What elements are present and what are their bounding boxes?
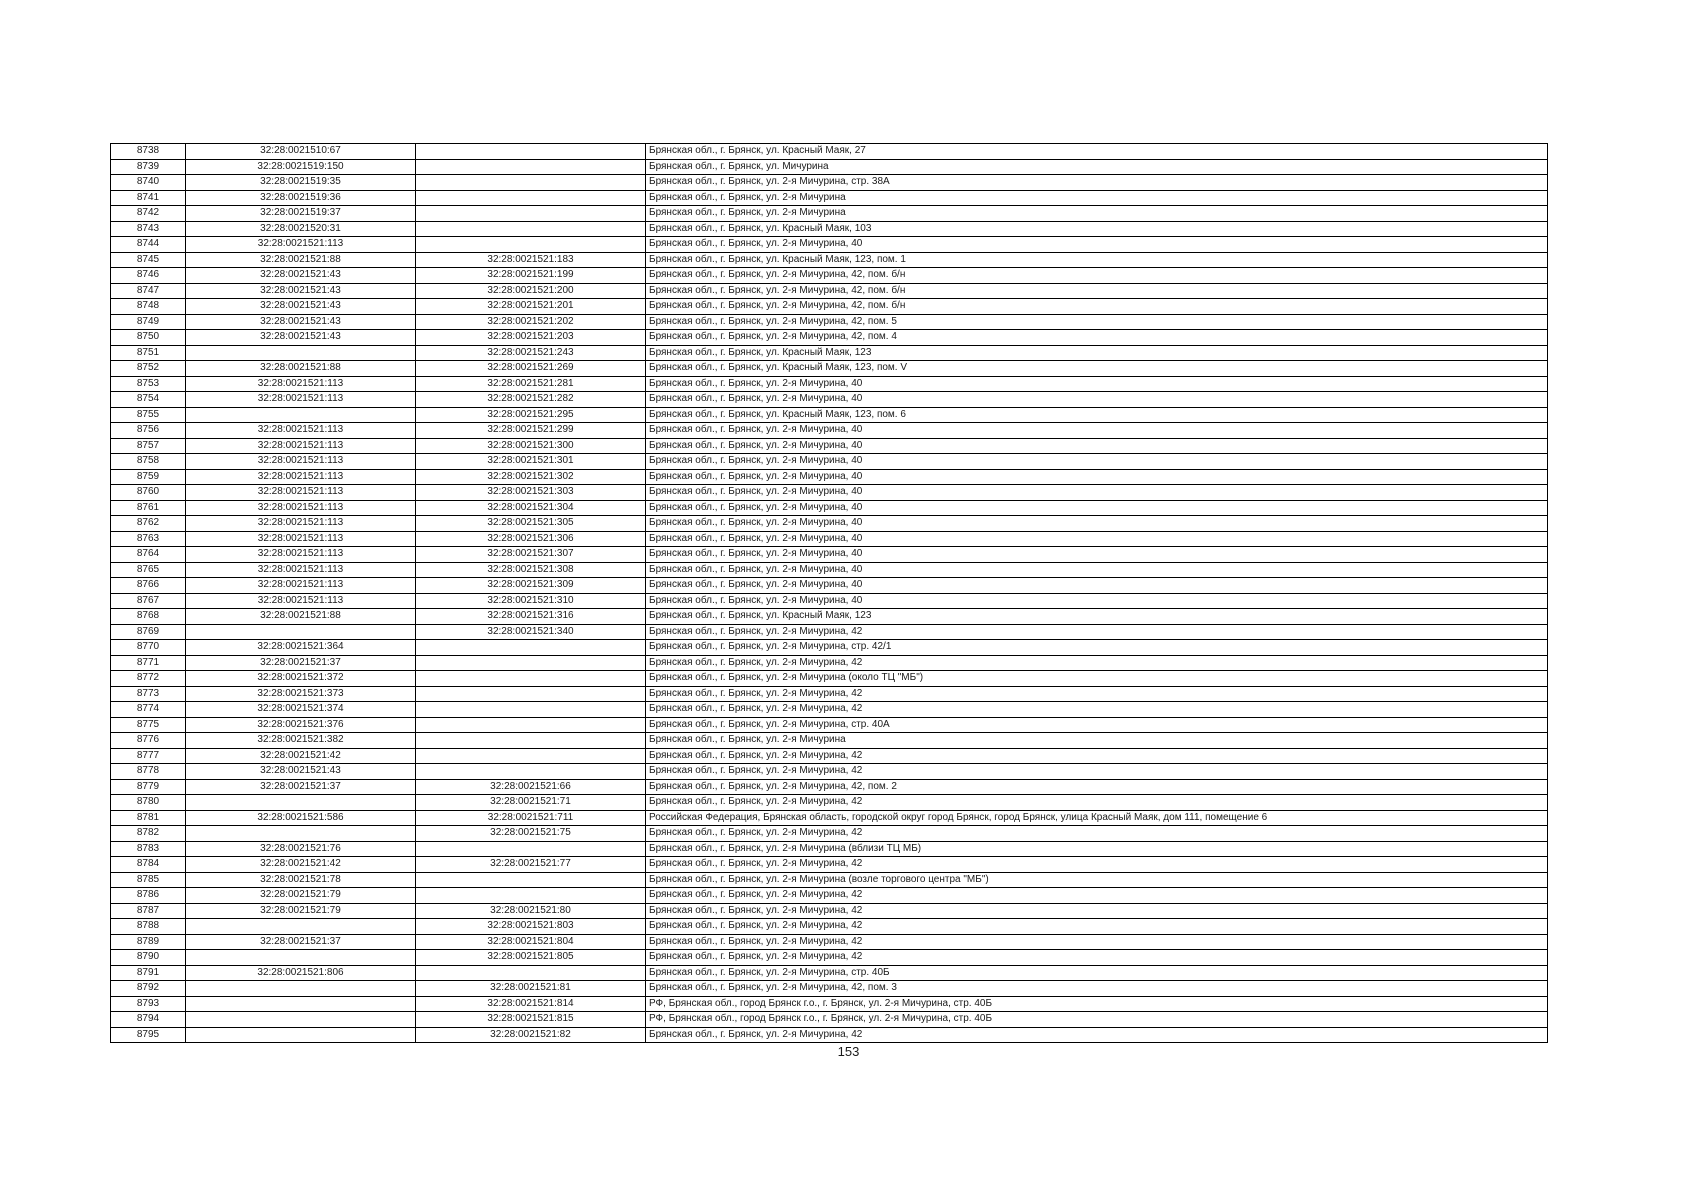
linked-cadastral-number-cell: 32:28:0021521:815 <box>416 1012 646 1028</box>
row-number-cell: 8754 <box>111 392 186 408</box>
table-row <box>111 748 1548 764</box>
linked-cadastral-number-cell <box>416 237 646 253</box>
linked-cadastral-number-cell: 32:28:0021521:200 <box>416 283 646 299</box>
linked-cadastral-number-cell: 32:28:0021521:307 <box>416 547 646 563</box>
address-cell: Брянская обл., г. Брянск, ул. 2-я Мичурина, стр. 40Б <box>646 965 1548 981</box>
linked-cadastral-number-cell: 32:28:0021521:281 <box>416 376 646 392</box>
address-cell: Брянская обл., г. Брянск, ул. 2-я Мичурина, 42 <box>646 857 1548 873</box>
linked-cadastral-number-cell <box>416 144 646 160</box>
cadastral-number-cell: 32:28:0021521:79 <box>186 903 416 919</box>
address-cell: Брянская обл., г. Брянск, ул. Красный Маяк, 27 <box>646 144 1548 160</box>
row-number-cell: 8748 <box>111 299 186 315</box>
row-number-cell: 8795 <box>111 1027 186 1043</box>
address-cell: Брянская обл., г. Брянск, ул. 2-я Мичурина, 42 <box>646 655 1548 671</box>
row-number-cell: 8769 <box>111 624 186 640</box>
row-number-cell: 8740 <box>111 175 186 191</box>
cadastral-number-cell: 32:28:0021519:36 <box>186 190 416 206</box>
row-number-cell: 8747 <box>111 283 186 299</box>
cadastral-number-cell: 32:28:0021521:113 <box>186 237 416 253</box>
table-row <box>111 593 1548 609</box>
cadastral-number-cell: 32:28:0021521:43 <box>186 268 416 284</box>
linked-cadastral-number-cell: 32:28:0021521:305 <box>416 516 646 532</box>
row-number-cell: 8759 <box>111 469 186 485</box>
table-row <box>111 438 1548 454</box>
linked-cadastral-number-cell <box>416 888 646 904</box>
linked-cadastral-number-cell <box>416 221 646 237</box>
row-number-cell: 8767 <box>111 593 186 609</box>
table-row <box>111 717 1548 733</box>
table-row <box>111 702 1548 718</box>
registry-table-body <box>111 144 1548 1043</box>
address-cell: Брянская обл., г. Брянск, ул. 2-я Мичурина, 40 <box>646 454 1548 470</box>
row-number-cell: 8783 <box>111 841 186 857</box>
row-number-cell: 8785 <box>111 872 186 888</box>
row-number-cell: 8768 <box>111 609 186 625</box>
address-cell: Брянская обл., г. Брянск, ул. 2-я Мичурина, 42, пом. б/н <box>646 299 1548 315</box>
linked-cadastral-number-cell: 32:28:0021521:309 <box>416 578 646 594</box>
cadastral-number-cell: 32:28:0021521:113 <box>186 562 416 578</box>
cadastral-number-cell: 32:28:0021521:42 <box>186 857 416 873</box>
linked-cadastral-number-cell: 32:28:0021521:316 <box>416 609 646 625</box>
address-cell: Брянская обл., г. Брянск, ул. 2-я Мичурина, 42 <box>646 795 1548 811</box>
table-row <box>111 516 1548 532</box>
cadastral-number-cell: 32:28:0021521:113 <box>186 376 416 392</box>
linked-cadastral-number-cell <box>416 655 646 671</box>
table-row <box>111 159 1548 175</box>
row-number-cell: 8773 <box>111 686 186 702</box>
linked-cadastral-number-cell: 32:28:0021521:269 <box>416 361 646 377</box>
cadastral-number-cell: 32:28:0021521:43 <box>186 283 416 299</box>
table-row <box>111 655 1548 671</box>
cadastral-number-cell <box>186 996 416 1012</box>
table-row <box>111 841 1548 857</box>
row-number-cell: 8789 <box>111 934 186 950</box>
linked-cadastral-number-cell: 32:28:0021521:80 <box>416 903 646 919</box>
row-number-cell: 8751 <box>111 345 186 361</box>
address-cell: Брянская обл., г. Брянск, ул. 2-я Мичурина, 42, пом. 2 <box>646 779 1548 795</box>
table-row <box>111 144 1548 160</box>
address-cell: Брянская обл., г. Брянск, ул. 2-я Мичурина, 40 <box>646 562 1548 578</box>
table-row <box>111 531 1548 547</box>
address-cell: Брянская обл., г. Брянск, ул. 2-я Мичурина, 42 <box>646 764 1548 780</box>
address-cell: Брянская обл., г. Брянск, ул. 2-я Мичурина, стр. 38А <box>646 175 1548 191</box>
row-number-cell: 8788 <box>111 919 186 935</box>
table-row <box>111 283 1548 299</box>
address-cell: Брянская обл., г. Брянск, ул. 2-я Мичурина (около ТЦ "МБ") <box>646 671 1548 687</box>
cadastral-number-cell: 32:28:0021519:35 <box>186 175 416 191</box>
linked-cadastral-number-cell: 32:28:0021521:295 <box>416 407 646 423</box>
cadastral-number-cell: 32:28:0021521:373 <box>186 686 416 702</box>
linked-cadastral-number-cell <box>416 748 646 764</box>
table-row <box>111 330 1548 346</box>
cadastral-number-cell: 32:28:0021521:113 <box>186 392 416 408</box>
table-row <box>111 826 1548 842</box>
linked-cadastral-number-cell: 32:28:0021521:711 <box>416 810 646 826</box>
cadastral-number-cell: 32:28:0021521:113 <box>186 516 416 532</box>
cadastral-number-cell <box>186 345 416 361</box>
linked-cadastral-number-cell: 32:28:0021521:302 <box>416 469 646 485</box>
address-cell: Брянская обл., г. Брянск, ул. 2-я Мичурина, 40 <box>646 593 1548 609</box>
address-cell: Брянская обл., г. Брянск, ул. 2-я Мичурина, 40 <box>646 531 1548 547</box>
linked-cadastral-number-cell: 32:28:0021521:300 <box>416 438 646 454</box>
cadastral-number-cell: 32:28:0021521:78 <box>186 872 416 888</box>
address-cell: Брянская обл., г. Брянск, ул. 2-я Мичурина, 42, пом. 5 <box>646 314 1548 330</box>
cadastral-number-cell: 32:28:0021521:113 <box>186 531 416 547</box>
row-number-cell: 8784 <box>111 857 186 873</box>
row-number-cell: 8786 <box>111 888 186 904</box>
linked-cadastral-number-cell <box>416 640 646 656</box>
address-cell: Брянская обл., г. Брянск, ул. 2-я Мичурина, 40 <box>646 485 1548 501</box>
address-cell: Брянская обл., г. Брянск, ул. 2-я Мичурина, 42 <box>646 934 1548 950</box>
linked-cadastral-number-cell <box>416 206 646 222</box>
cadastral-number-cell <box>186 981 416 997</box>
table-row <box>111 1027 1548 1043</box>
table-row <box>111 190 1548 206</box>
linked-cadastral-number-cell <box>416 872 646 888</box>
linked-cadastral-number-cell: 32:28:0021521:201 <box>416 299 646 315</box>
linked-cadastral-number-cell <box>416 159 646 175</box>
table-row <box>111 268 1548 284</box>
row-number-cell: 8742 <box>111 206 186 222</box>
linked-cadastral-number-cell <box>416 671 646 687</box>
address-cell: Брянская обл., г. Брянск, ул. 2-я Мичурина (вблизи ТЦ МБ) <box>646 841 1548 857</box>
address-cell: Брянская обл., г. Брянск, ул. 2-я Мичурина, 42, пом. 3 <box>646 981 1548 997</box>
linked-cadastral-number-cell: 32:28:0021521:306 <box>416 531 646 547</box>
cadastral-number-cell: 32:28:0021521:376 <box>186 717 416 733</box>
linked-cadastral-number-cell: 32:28:0021521:77 <box>416 857 646 873</box>
linked-cadastral-number-cell <box>416 686 646 702</box>
table-row <box>111 361 1548 377</box>
row-number-cell: 8781 <box>111 810 186 826</box>
table-row <box>111 950 1548 966</box>
row-number-cell: 8758 <box>111 454 186 470</box>
cadastral-number-cell: 32:28:0021519:150 <box>186 159 416 175</box>
address-cell: Брянская обл., г. Брянск, ул. Красный Маяк, 123, пом. V <box>646 361 1548 377</box>
cadastral-number-cell: 32:28:0021521:113 <box>186 547 416 563</box>
table-row <box>111 392 1548 408</box>
address-cell: Брянская обл., г. Брянск, ул. 2-я Мичурина, 42 <box>646 903 1548 919</box>
row-number-cell: 8757 <box>111 438 186 454</box>
linked-cadastral-number-cell <box>416 965 646 981</box>
address-cell: Брянская обл., г. Брянск, ул. 2-я Мичурина <box>646 206 1548 222</box>
address-cell: Брянская обл., г. Брянск, ул. 2-я Мичурина, 40 <box>646 516 1548 532</box>
row-number-cell: 8761 <box>111 500 186 516</box>
row-number-cell: 8794 <box>111 1012 186 1028</box>
cadastral-number-cell: 32:28:0021521:113 <box>186 454 416 470</box>
address-cell: Брянская обл., г. Брянск, ул. 2-я Мичурина <box>646 190 1548 206</box>
address-cell: Брянская обл., г. Брянск, ул. 2-я Мичурина, 40 <box>646 237 1548 253</box>
row-number-cell: 8782 <box>111 826 186 842</box>
address-cell: Брянская обл., г. Брянск, ул. 2-я Мичурина, 40 <box>646 578 1548 594</box>
table-row <box>111 996 1548 1012</box>
linked-cadastral-number-cell <box>416 841 646 857</box>
row-number-cell: 8756 <box>111 423 186 439</box>
cadastral-number-cell <box>186 1012 416 1028</box>
cadastral-number-cell: 32:28:0021521:76 <box>186 841 416 857</box>
address-cell: Брянская обл., г. Брянск, ул. Мичурина <box>646 159 1548 175</box>
linked-cadastral-number-cell: 32:28:0021521:804 <box>416 934 646 950</box>
table-row <box>111 779 1548 795</box>
table-row <box>111 562 1548 578</box>
cadastral-number-cell <box>186 407 416 423</box>
address-cell: Брянская обл., г. Брянск, ул. 2-я Мичурина, 40 <box>646 469 1548 485</box>
table-row <box>111 903 1548 919</box>
linked-cadastral-number-cell: 32:28:0021521:183 <box>416 252 646 268</box>
linked-cadastral-number-cell: 32:28:0021521:308 <box>416 562 646 578</box>
address-cell: Брянская обл., г. Брянск, ул. 2-я Мичурина, 42 <box>646 826 1548 842</box>
table-row <box>111 965 1548 981</box>
table-row <box>111 624 1548 640</box>
cadastral-number-cell: 32:28:0021521:37 <box>186 934 416 950</box>
linked-cadastral-number-cell: 32:28:0021521:310 <box>416 593 646 609</box>
cadastral-number-cell: 32:28:0021521:113 <box>186 578 416 594</box>
table-row <box>111 407 1548 423</box>
table-row <box>111 857 1548 873</box>
row-number-cell: 8776 <box>111 733 186 749</box>
row-number-cell: 8750 <box>111 330 186 346</box>
row-number-cell: 8744 <box>111 237 186 253</box>
row-number-cell: 8760 <box>111 485 186 501</box>
row-number-cell: 8753 <box>111 376 186 392</box>
cadastral-number-cell <box>186 826 416 842</box>
row-number-cell: 8787 <box>111 903 186 919</box>
linked-cadastral-number-cell <box>416 702 646 718</box>
linked-cadastral-number-cell <box>416 733 646 749</box>
row-number-cell: 8791 <box>111 965 186 981</box>
linked-cadastral-number-cell <box>416 190 646 206</box>
cadastral-number-cell: 32:28:0021521:88 <box>186 361 416 377</box>
linked-cadastral-number-cell: 32:28:0021521:282 <box>416 392 646 408</box>
table-row <box>111 810 1548 826</box>
row-number-cell: 8739 <box>111 159 186 175</box>
cadastral-number-cell: 32:28:0021521:43 <box>186 299 416 315</box>
registry-table <box>110 143 1548 1043</box>
linked-cadastral-number-cell: 32:28:0021521:203 <box>416 330 646 346</box>
linked-cadastral-number-cell: 32:28:0021521:71 <box>416 795 646 811</box>
table-row <box>111 376 1548 392</box>
cadastral-number-cell: 32:28:0021521:43 <box>186 330 416 346</box>
row-number-cell: 8755 <box>111 407 186 423</box>
address-cell: Брянская обл., г. Брянск, ул. 2-я Мичурина, 40 <box>646 376 1548 392</box>
page-number: 153 <box>837 1044 860 1059</box>
cadastral-number-cell: 32:28:0021520:31 <box>186 221 416 237</box>
linked-cadastral-number-cell: 32:28:0021521:82 <box>416 1027 646 1043</box>
row-number-cell: 8778 <box>111 764 186 780</box>
address-cell: Брянская обл., г. Брянск, ул. 2-я Мичурина, 42 <box>646 888 1548 904</box>
row-number-cell: 8766 <box>111 578 186 594</box>
cadastral-number-cell: 32:28:0021521:37 <box>186 655 416 671</box>
cadastral-number-cell: 32:28:0021521:382 <box>186 733 416 749</box>
address-cell: Брянская обл., г. Брянск, ул. 2-я Мичурина (возле торгового центра "МБ") <box>646 872 1548 888</box>
table-row <box>111 206 1548 222</box>
address-cell: Брянская обл., г. Брянск, ул. 2-я Мичурина, 42 <box>646 919 1548 935</box>
cadastral-number-cell <box>186 950 416 966</box>
address-cell: Брянская обл., г. Брянск, ул. 2-я Мичурина <box>646 733 1548 749</box>
address-cell: Брянская обл., г. Брянск, ул. 2-я Мичурина, 40 <box>646 500 1548 516</box>
cadastral-number-cell: 32:28:0021521:42 <box>186 748 416 764</box>
cadastral-number-cell: 32:28:0021521:37 <box>186 779 416 795</box>
address-cell: Брянская обл., г. Брянск, ул. 2-я Мичурина, 42 <box>646 702 1548 718</box>
row-number-cell: 8779 <box>111 779 186 795</box>
cadastral-number-cell: 32:28:0021521:43 <box>186 314 416 330</box>
cadastral-number-cell: 32:28:0021521:113 <box>186 500 416 516</box>
table-row <box>111 733 1548 749</box>
address-cell: Брянская обл., г. Брянск, ул. 2-я Мичурина, стр. 40А <box>646 717 1548 733</box>
linked-cadastral-number-cell: 32:28:0021521:304 <box>416 500 646 516</box>
cadastral-number-cell: 32:28:0021510:67 <box>186 144 416 160</box>
table-row <box>111 686 1548 702</box>
cadastral-number-cell <box>186 919 416 935</box>
table-row <box>111 454 1548 470</box>
cadastral-number-cell: 32:28:0021521:586 <box>186 810 416 826</box>
row-number-cell: 8790 <box>111 950 186 966</box>
table-row <box>111 795 1548 811</box>
table-row <box>111 609 1548 625</box>
row-number-cell: 8752 <box>111 361 186 377</box>
cadastral-number-cell: 32:28:0021521:88 <box>186 252 416 268</box>
cadastral-number-cell: 32:28:0021521:79 <box>186 888 416 904</box>
address-cell: Брянская обл., г. Брянск, ул. 2-я Мичурина, 40 <box>646 392 1548 408</box>
table-row <box>111 485 1548 501</box>
row-number-cell: 8793 <box>111 996 186 1012</box>
address-cell: Брянская обл., г. Брянск, ул. 2-я Мичурина, 42 <box>646 748 1548 764</box>
linked-cadastral-number-cell: 32:28:0021521:66 <box>416 779 646 795</box>
cadastral-number-cell <box>186 1027 416 1043</box>
cadastral-number-cell: 32:28:0021519:37 <box>186 206 416 222</box>
linked-cadastral-number-cell: 32:28:0021521:814 <box>416 996 646 1012</box>
cadastral-number-cell: 32:28:0021521:372 <box>186 671 416 687</box>
row-number-cell: 8772 <box>111 671 186 687</box>
address-cell: Брянская обл., г. Брянск, ул. 2-я Мичурина, 42 <box>646 950 1548 966</box>
table-row <box>111 423 1548 439</box>
linked-cadastral-number-cell: 32:28:0021521:75 <box>416 826 646 842</box>
address-cell: Брянская обл., г. Брянск, ул. 2-я Мичурина, 40 <box>646 547 1548 563</box>
table-row <box>111 888 1548 904</box>
address-cell: Брянская обл., г. Брянск, ул. 2-я Мичурина, 42, пом. 4 <box>646 330 1548 346</box>
address-cell: Брянская обл., г. Брянск, ул. Красный Маяк, 123 <box>646 609 1548 625</box>
address-cell: РФ, Брянская обл., город Брянск г.о., г. Брянск, ул. 2-я Мичурина, стр. 40Б <box>646 1012 1548 1028</box>
address-cell: Брянская обл., г. Брянск, ул. 2-я Мичурина, 42 <box>646 686 1548 702</box>
row-number-cell: 8741 <box>111 190 186 206</box>
linked-cadastral-number-cell: 32:28:0021521:199 <box>416 268 646 284</box>
table-row <box>111 547 1548 563</box>
row-number-cell: 8777 <box>111 748 186 764</box>
address-cell: Брянская обл., г. Брянск, ул. Красный Маяк, 123, пом. 1 <box>646 252 1548 268</box>
table-row <box>111 919 1548 935</box>
table-row <box>111 872 1548 888</box>
cadastral-number-cell: 32:28:0021521:374 <box>186 702 416 718</box>
row-number-cell: 8749 <box>111 314 186 330</box>
linked-cadastral-number-cell: 32:28:0021521:81 <box>416 981 646 997</box>
row-number-cell: 8771 <box>111 655 186 671</box>
table-row <box>111 221 1548 237</box>
address-cell: Российская Федерация, Брянская область, городской округ город Брянск, город Брянск, улица Красный Маяк, дом 111, помещение 6 <box>646 810 1548 826</box>
address-cell: Брянская обл., г. Брянск, ул. Красный Маяк, 103 <box>646 221 1548 237</box>
cadastral-number-cell: 32:28:0021521:43 <box>186 764 416 780</box>
row-number-cell: 8770 <box>111 640 186 656</box>
row-number-cell: 8780 <box>111 795 186 811</box>
address-cell: Брянская обл., г. Брянск, ул. Красный Маяк, 123 <box>646 345 1548 361</box>
cadastral-number-cell: 32:28:0021521:113 <box>186 469 416 485</box>
table-row <box>111 1012 1548 1028</box>
linked-cadastral-number-cell: 32:28:0021521:803 <box>416 919 646 935</box>
address-cell: Брянская обл., г. Брянск, ул. 2-я Мичурина, стр. 42/1 <box>646 640 1548 656</box>
table-row <box>111 981 1548 997</box>
linked-cadastral-number-cell: 32:28:0021521:202 <box>416 314 646 330</box>
address-cell: Брянская обл., г. Брянск, ул. 2-я Мичурина, 42, пом. б/н <box>646 283 1548 299</box>
table-row <box>111 175 1548 191</box>
cadastral-number-cell: 32:28:0021521:806 <box>186 965 416 981</box>
cadastral-number-cell <box>186 624 416 640</box>
row-number-cell: 8765 <box>111 562 186 578</box>
table-row <box>111 345 1548 361</box>
table-row <box>111 252 1548 268</box>
cadastral-number-cell <box>186 795 416 811</box>
row-number-cell: 8738 <box>111 144 186 160</box>
table-row <box>111 578 1548 594</box>
row-number-cell: 8764 <box>111 547 186 563</box>
address-cell: РФ, Брянская обл., город Брянск г.о., г. Брянск, ул. 2-я Мичурина, стр. 40Б <box>646 996 1548 1012</box>
address-cell: Брянская обл., г. Брянск, ул. 2-я Мичурина, 40 <box>646 423 1548 439</box>
linked-cadastral-number-cell: 32:28:0021521:243 <box>416 345 646 361</box>
row-number-cell: 8746 <box>111 268 186 284</box>
cadastral-number-cell: 32:28:0021521:113 <box>186 423 416 439</box>
table-row <box>111 299 1548 315</box>
table-row <box>111 764 1548 780</box>
table-row <box>111 934 1548 950</box>
table-row <box>111 671 1548 687</box>
address-cell: Брянская обл., г. Брянск, ул. 2-я Мичурина, 42 <box>646 624 1548 640</box>
linked-cadastral-number-cell: 32:28:0021521:340 <box>416 624 646 640</box>
address-cell: Брянская обл., г. Брянск, ул. 2-я Мичурина, 42 <box>646 1027 1548 1043</box>
linked-cadastral-number-cell <box>416 717 646 733</box>
address-cell: Брянская обл., г. Брянск, ул. Красный Маяк, 123, пом. 6 <box>646 407 1548 423</box>
linked-cadastral-number-cell <box>416 175 646 191</box>
row-number-cell: 8763 <box>111 531 186 547</box>
cadastral-number-cell: 32:28:0021521:113 <box>186 593 416 609</box>
table-row <box>111 640 1548 656</box>
linked-cadastral-number-cell: 32:28:0021521:301 <box>416 454 646 470</box>
row-number-cell: 8774 <box>111 702 186 718</box>
address-cell: Брянская обл., г. Брянск, ул. 2-я Мичурина, 42, пом. б/н <box>646 268 1548 284</box>
row-number-cell: 8762 <box>111 516 186 532</box>
table-row <box>111 237 1548 253</box>
cadastral-number-cell: 32:28:0021521:113 <box>186 485 416 501</box>
linked-cadastral-number-cell: 32:28:0021521:299 <box>416 423 646 439</box>
cadastral-number-cell: 32:28:0021521:88 <box>186 609 416 625</box>
row-number-cell: 8775 <box>111 717 186 733</box>
row-number-cell: 8745 <box>111 252 186 268</box>
linked-cadastral-number-cell: 32:28:0021521:303 <box>416 485 646 501</box>
row-number-cell: 8743 <box>111 221 186 237</box>
table-row <box>111 469 1548 485</box>
table-row <box>111 314 1548 330</box>
row-number-cell: 8792 <box>111 981 186 997</box>
linked-cadastral-number-cell: 32:28:0021521:805 <box>416 950 646 966</box>
address-cell: Брянская обл., г. Брянск, ул. 2-я Мичурина, 40 <box>646 438 1548 454</box>
linked-cadastral-number-cell <box>416 764 646 780</box>
cadastral-number-cell: 32:28:0021521:364 <box>186 640 416 656</box>
cadastral-number-cell: 32:28:0021521:113 <box>186 438 416 454</box>
table-row <box>111 500 1548 516</box>
